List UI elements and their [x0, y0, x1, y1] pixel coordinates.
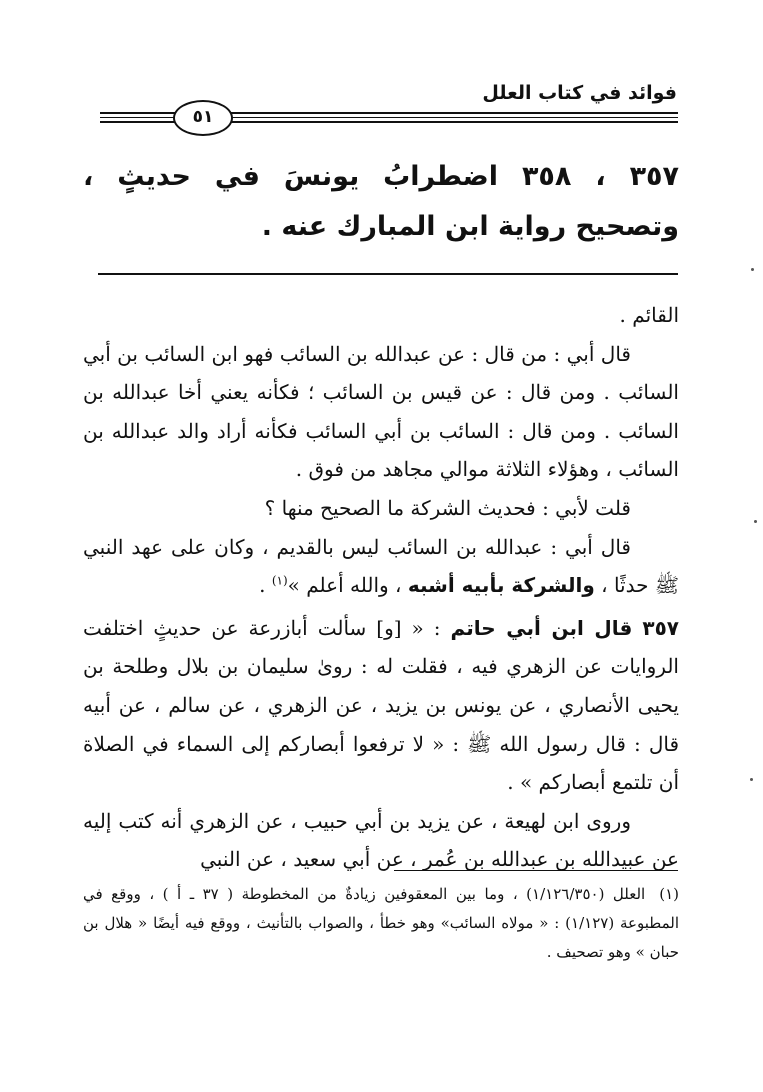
paragraph — [83, 528, 679, 605]
heading-divider — [98, 273, 678, 275]
footnote-divider — [394, 870, 678, 871]
footnote — [83, 880, 679, 967]
bold-phrase: والشركة بأبيه أشبه — [407, 573, 595, 598]
main-text — [83, 296, 679, 879]
paragraph — [83, 609, 679, 802]
paragraph: وروى ابن لهيعة ، عن يزيد بن أبي حبيب ، عن الزهري أنه كتب إليه عن عبيدالله بن عبدالله بن عُمر ، عن أبي سعيد ، عن النبي — [83, 808, 679, 872]
scan-speck — [751, 268, 754, 271]
entry-number: ٣٥٧ — [642, 615, 679, 640]
chapter-heading: ٣٥٧ ، ٣٥٨ اضطرابُ يونسَ في حديثٍ ، وتصحيح رواية ابن المبارك عنه . — [83, 161, 680, 242]
footnote-text: العلل (١/١٢٦/٣٥٠) ، وما بين المعقوفين زيادةٌ من المخطوطة ( ٣٧ ـ أ ) ، ووقع في المطبوعة (١/١٢٧) : « مولاه السائب» وهو خطأ ، والصواب بالتأنيث ، ووقع فيه أيضًا « هلال بن حبان » وهو تصحيف . — [83, 885, 679, 961]
paragraph: قلت لأبي : فحديث الشركة ما الصحيح منها ؟ — [264, 495, 631, 520]
narrator-lead: قال ابن أبي حاتم — [450, 615, 633, 640]
footnote-number: (١) — [659, 885, 680, 903]
page-number: ٥١ — [173, 100, 233, 136]
paragraph: قال أبي : من قال : عن عبدالله بن السائب فهو ابن السائب بن أبي السائب . ومن قال : عن قيس بن السائب ؛ فكأنه يعني أخا عبدالله بن السائب . ومن قال : السائب بن أبي السائب فكأنه أراد والد عبدالله بن السائب ، وهؤلاء الثلاثة موالي مجاهد من فوق . — [83, 341, 679, 482]
footnote-marker: (١) — [271, 573, 288, 588]
paragraph: القائم . — [619, 303, 679, 327]
paragraph-text: : « [و] سألت أبازرعة عن حديثٍ اختلفت الروايات عن الزهري فيه ، فقلت له : روىٰ سليمان بن بلال وطلحة بن يحيى الأنصاري ، عن يونس بن يزيد ، عن الزهري ، عن سالم ، عن أبيه قال : قال رسول الله ﷺ : « لا ترفعوا أبصاركم إلى السماء في الصلاة أن تلتمع أبصاركم » . — [83, 615, 679, 795]
scan-speck — [754, 520, 757, 523]
footnotes — [83, 880, 679, 967]
paragraph-text: . — [259, 573, 272, 598]
scan-speck — [750, 778, 753, 781]
paragraph-text: قال أبي : عبدالله بن السائب ليس بالقديم ، وكان على عهد النبي ﷺ حدثًا ، — [83, 534, 679, 598]
paragraph-text: ، والله أعلم » — [287, 573, 408, 598]
running-title: فوائد في كتاب العلل — [482, 82, 677, 104]
